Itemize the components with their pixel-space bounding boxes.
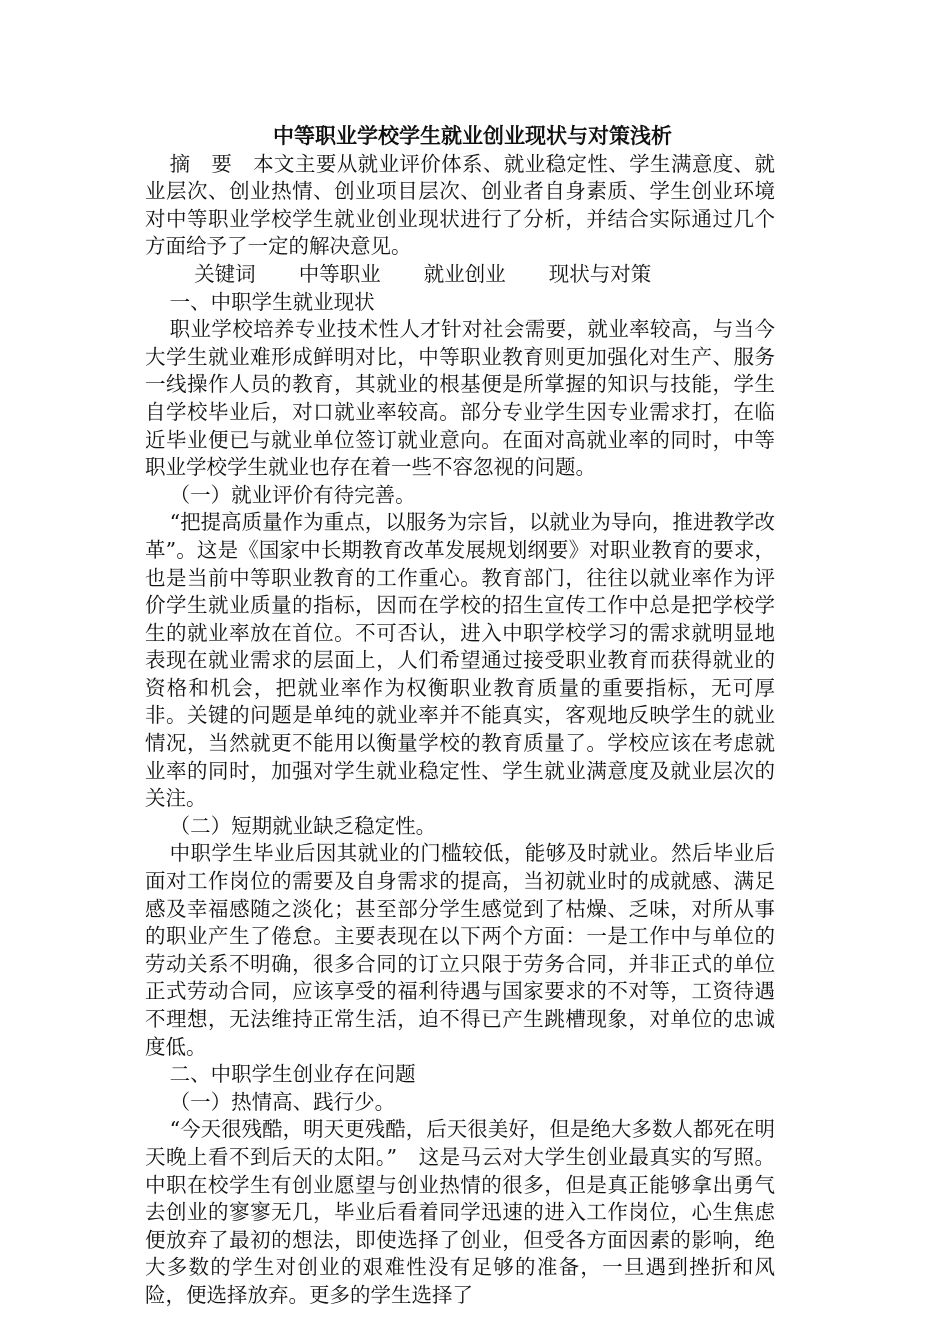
keywords-label: 关键词 (194, 261, 256, 286)
abstract-text: 本文主要从就业评价体系、就业稳定性、学生满意度、就业层次、创业热情、创业项目层次、创业者自身素质、学生创业环境对中等职业学校学生就业创业现状进行了分析，并结合实际通过几个方面给予了一定的解决意见。 (145, 151, 776, 259)
section-heading: （二）短期就业缺乏稳定性。 (169, 813, 437, 838)
keyword: 现状与对策 (548, 261, 652, 286)
body-paragraph: “今天很残酷，明天更残酷，后天很美好，但是绝大多数人都死在明天晚上看不到后天的太阳。” 这是马云对大学生创业最真实的写照。中职在校学生有创业愿望与创业热情的很多，但是真正能够拿出勇气去创业的寥寥无几，毕业后看着同学迅速的进入工作岗位，心生焦虑便放弃了最初的想法，即使选择了创业，但受各方面因素的影响，绝大多数的学生对创业的艰难性没有足够的准备，一旦遇到挫折和风险，便选择放弃。更多的学生选择了 (145, 1117, 775, 1307)
keyword: 就业创业 (423, 261, 506, 286)
document-title: 中等职业学校学生就业创业现状与对策浅析 (273, 124, 672, 148)
section-heading: 一、中职学生就业现状 (169, 289, 375, 314)
body-paragraph: 职业学校培养专业技术性人才针对社会需要，就业率较高，与当今大学生就业难形成鲜明对比，中等职业教育则更加强化对生产、服务一线操作人员的教育，其就业的根基便是所掌握的知识与技能，学生自学校毕业后，对口就业率较高。部分专业学生因专业需求打，在临近毕业便已与就业单位签订就业意向。在面对高就业率的同时，中等职业学校学生就业也存在着一些不容忽视的问题。 (145, 317, 775, 480)
abstract (145, 151, 775, 261)
keywords-line (145, 261, 775, 289)
body-paragraph: “把提高质量作为重点，以服务为宗旨，以就业为导向，推进教学改革”。这是《国家中长期教育改革发展规划纲要》对职业教育的要求，也是当前中等职业教育的工作重心。教育部门，往往以就业率作为评价学生就业质量的指标，因而在学校的招生宣传工作中总是把学校学生的就业率放在首位。不可否认，进入中职学校学习的需求就明显地表现在就业需求的层面上，人们希望通过接受职业教育而获得就业的资格和机会，把就业率作为权衡职业教育质量的重要指标，无可厚非。关键的问题是单纯的就业率并不能真实，客观地反映学生的就业情况，当然就更不能用以衡量学校的教育质量了。学校应该在考虑就业率的同时，加强对学生就业稳定性、学生就业满意度及就业层次的关注。 (145, 510, 775, 811)
document-page (145, 123, 775, 1310)
section-heading: 二、中职学生创业存在问题 (169, 1062, 416, 1087)
keyword: 中等职业 (298, 261, 381, 286)
section-heading: （一）就业评价有待完善。 (169, 482, 416, 507)
section-heading: （一）热情高、践行少。 (169, 1089, 396, 1114)
abstract-label: 摘 要 (169, 151, 233, 176)
body-paragraph: 中职学生毕业后因其就业的门槛较低，能够及时就业。然后毕业后面对工作岗位的需要及自身需求的提高，当初就业时的成就感、满足感及幸福感随之淡化；甚至部分学生感觉到了枯燥、乏味，对所从事的职业产生了倦怠。主要表现在以下两个方面：一是工作中与单位的劳动关系不明确，很多合同的订立只限于劳务合同，并非正式的单位正式劳动合同，应该享受的福利待遇与国家要求的不对等，工资待遇不理想，无法维持正常生活，迫不得已产生跳槽现象，对单位的忠诚度低。 (145, 841, 775, 1059)
